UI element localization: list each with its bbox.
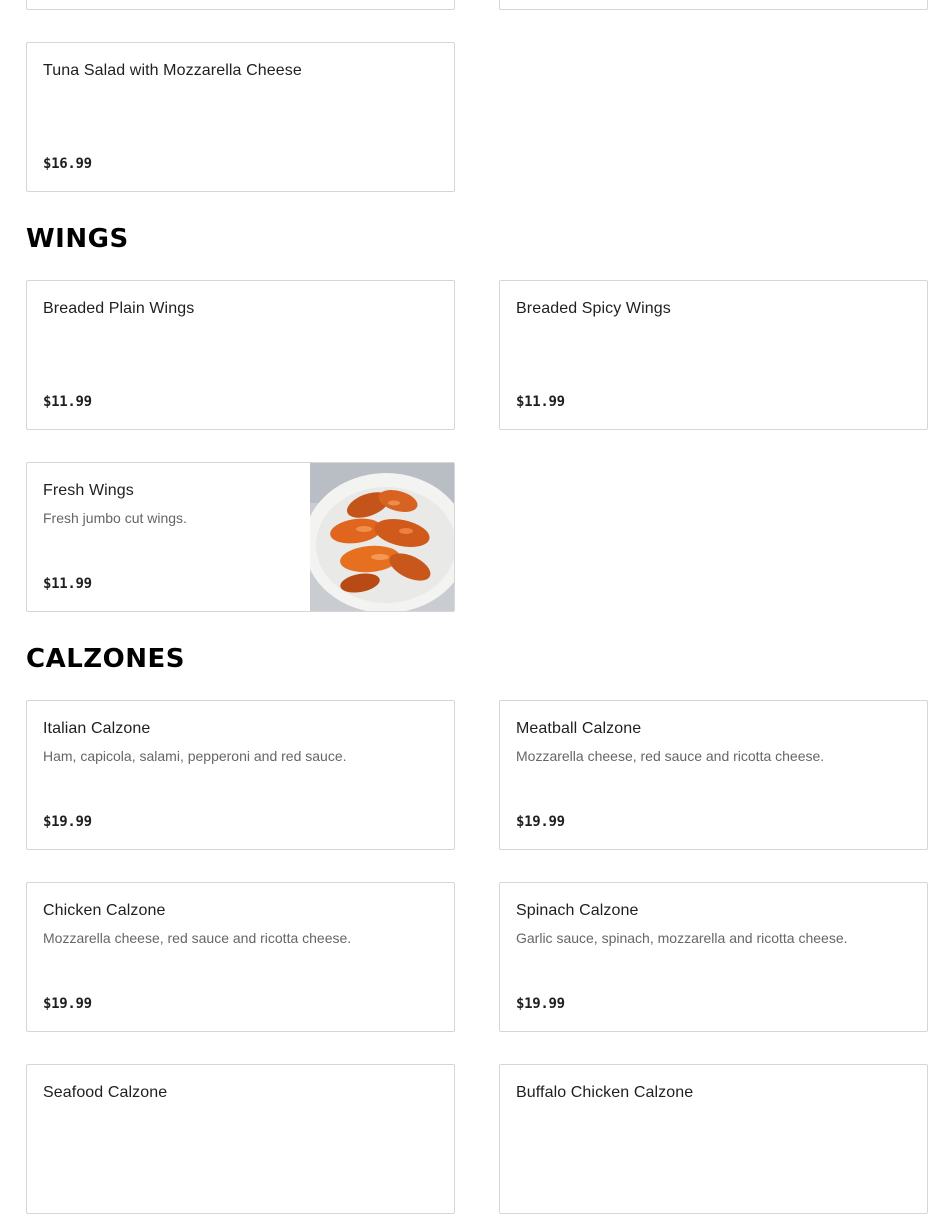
item-description: Mozzarella cheese, red sauce and ricotta cheese. (43, 930, 352, 946)
item-price: $11.99 (43, 576, 92, 592)
item-title: Meatball Calzone (516, 720, 642, 737)
item-title: Buffalo Chicken Calzone (516, 1084, 694, 1101)
menu-item-card-cutoff-left[interactable] (26, 0, 455, 10)
item-price: $16.99 (43, 156, 92, 172)
item-description: Fresh jumbo cut wings. (43, 510, 187, 526)
menu-item-chicken-calzone[interactable] (26, 882, 455, 1032)
menu-item-seafood-calzone[interactable] (26, 1064, 455, 1214)
fresh-wings-photo (310, 463, 454, 611)
item-price: $19.99 (516, 996, 565, 1012)
item-title: Chicken Calzone (43, 902, 166, 919)
item-description: Ham, capicola, salami, pepperoni and red sauce. (43, 748, 347, 764)
item-title: Fresh Wings (43, 482, 134, 499)
section-heading-calzones: CALZONES (26, 644, 185, 674)
section-heading-wings: WINGS (26, 224, 129, 254)
item-description: Mozzarella cheese, red sauce and ricotta cheese. (516, 748, 825, 764)
menu-item-meatball-calzone[interactable] (499, 700, 928, 850)
item-title: Italian Calzone (43, 720, 151, 737)
item-title: Breaded Plain Wings (43, 300, 195, 317)
item-description: Garlic sauce, spinach, mozzarella and ricotta cheese. (516, 930, 848, 946)
menu-item-breaded-spicy-wings[interactable] (499, 280, 928, 430)
item-price: $11.99 (516, 394, 565, 410)
menu-item-buffalo-chicken-calzone[interactable] (499, 1064, 928, 1214)
menu-item-card-cutoff-right[interactable] (499, 0, 928, 10)
item-price: $11.99 (43, 394, 92, 410)
food-photo-wings-icon (310, 463, 454, 611)
menu-item-breaded-plain-wings[interactable] (26, 280, 455, 430)
item-title: Spinach Calzone (516, 902, 639, 919)
item-price: $19.99 (516, 814, 565, 830)
menu-item-fresh-wings[interactable] (26, 462, 455, 612)
item-price: $19.99 (43, 814, 92, 830)
item-title: Breaded Spicy Wings (516, 300, 671, 317)
item-price: $19.99 (43, 996, 92, 1012)
item-title: Tuna Salad with Mozzarella Cheese (43, 62, 302, 79)
menu-item-tuna-salad[interactable] (26, 42, 455, 192)
item-title: Seafood Calzone (43, 1084, 168, 1101)
menu-item-spinach-calzone[interactable] (499, 882, 928, 1032)
menu-item-italian-calzone[interactable] (26, 700, 455, 850)
